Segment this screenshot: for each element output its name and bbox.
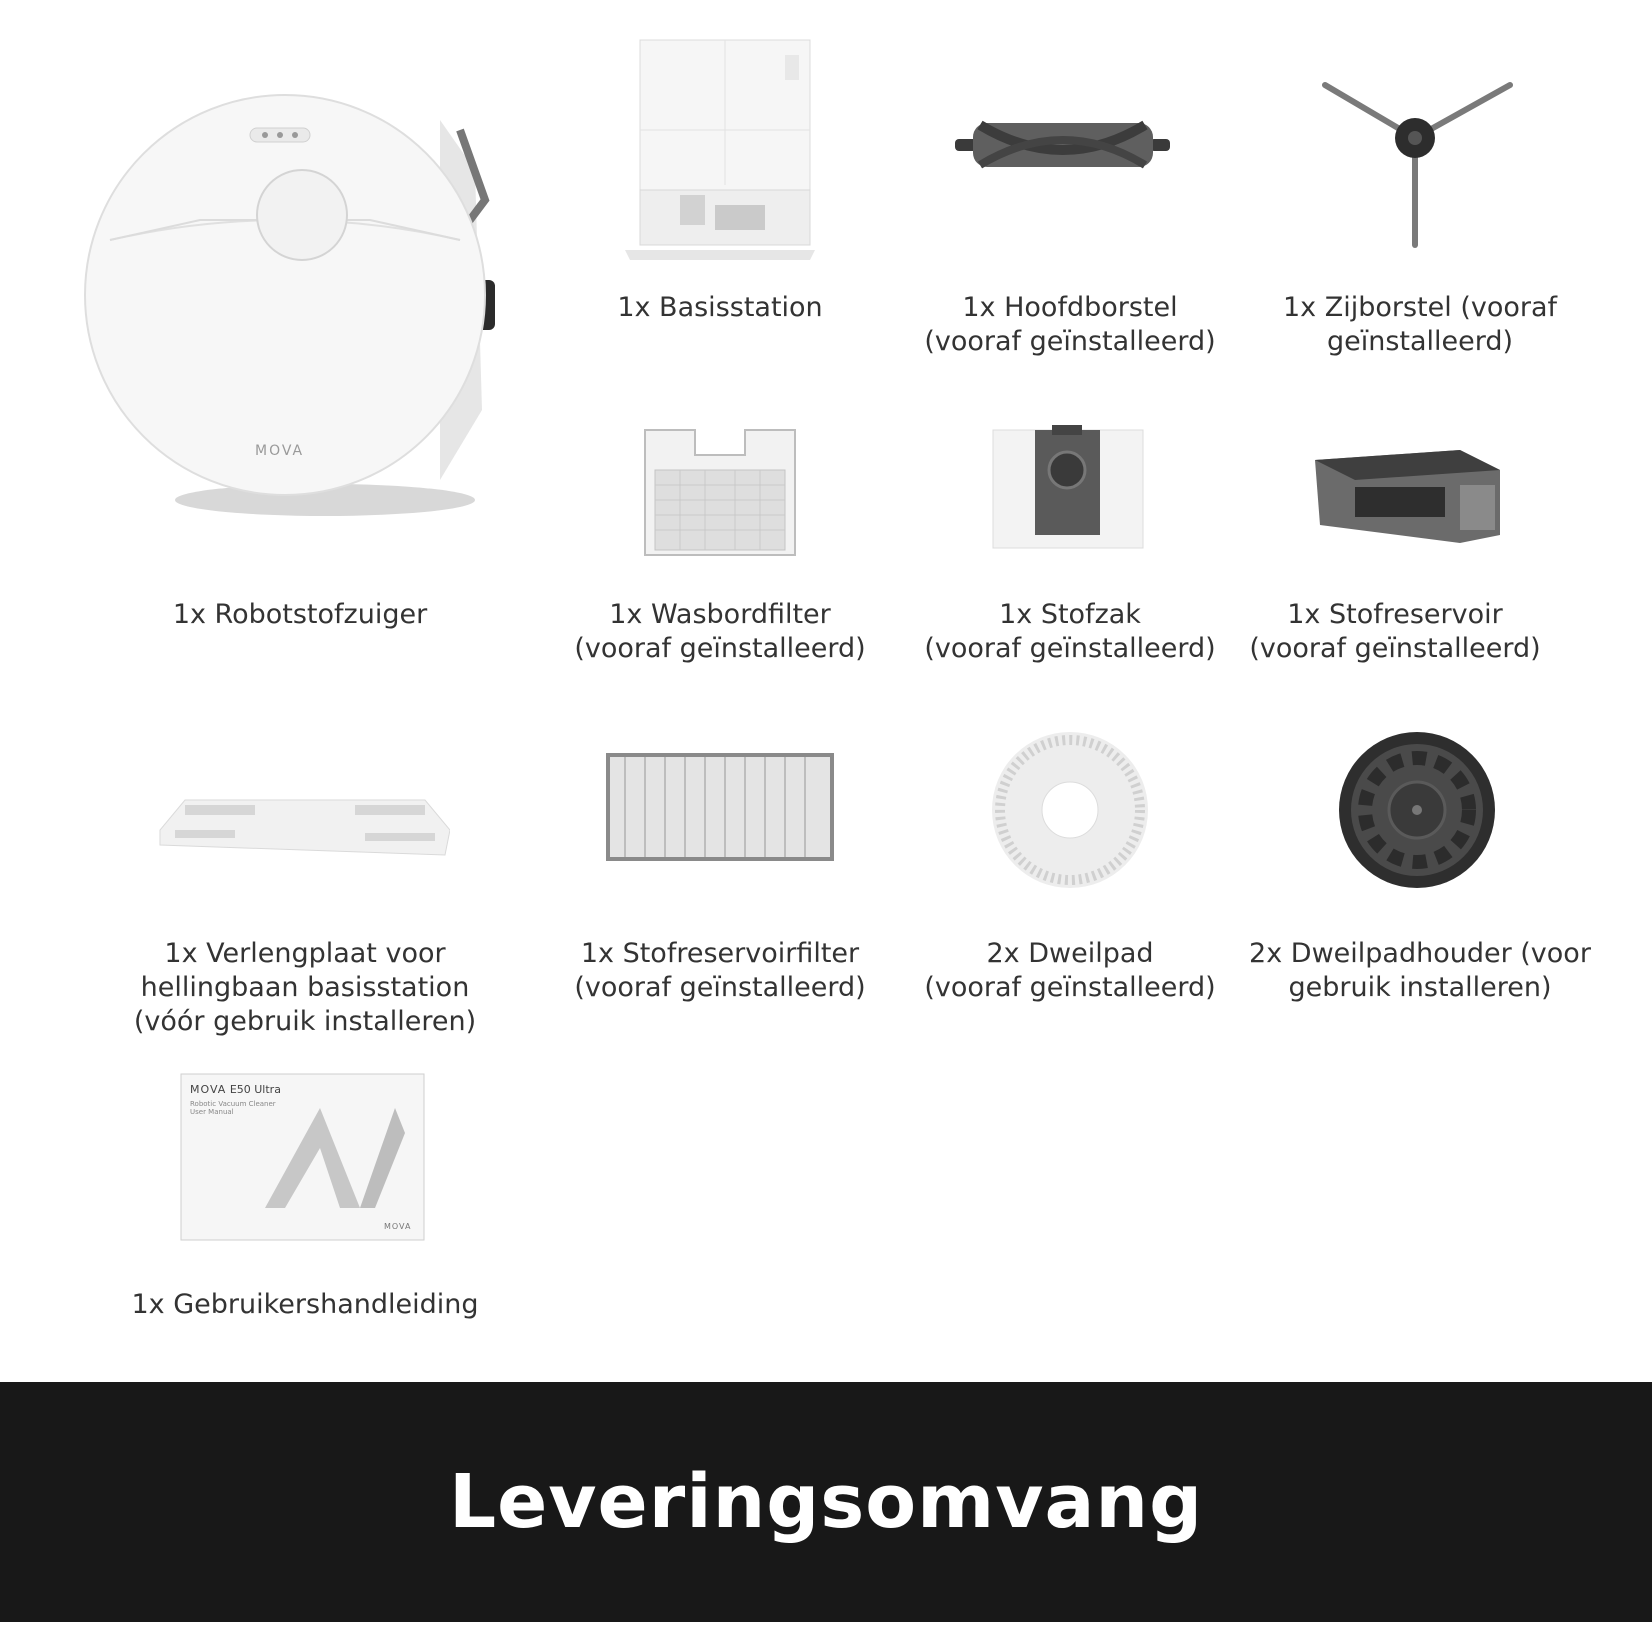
svg-text:MOVA: MOVA xyxy=(255,443,305,459)
label-manual: 1x Gebruikershandleiding xyxy=(131,1289,479,1320)
main-brush-image xyxy=(955,115,1170,175)
manual-brand: MOVA xyxy=(190,1083,227,1096)
label-robot: 1x Robotstofzuiger xyxy=(172,599,428,630)
dust-bin-filter-image xyxy=(605,752,835,862)
manual-footer-brand: MOVA xyxy=(384,1222,412,1231)
label-washboard: 1x Wasbordfilter (vooraf geïnstalleerd) xyxy=(574,599,866,664)
page-title: Leveringsomvang xyxy=(448,1459,1204,1545)
manual-line1: Robotic Vacuum Cleaner xyxy=(190,1100,276,1108)
label-ramp: 1x Verlengplaat voor hellingbaan basisstation (vóór gebruik installeren) xyxy=(133,938,477,1037)
side-brush-image xyxy=(1320,80,1515,250)
manual-text xyxy=(190,1083,390,1116)
base-station-image xyxy=(620,35,820,260)
ramp-extension-plate-image xyxy=(155,795,450,865)
dust-bag-image xyxy=(990,425,1145,553)
label-mainbrush: 1x Hoofdborstel (vooraf geïnstalleerd) xyxy=(924,292,1216,357)
label-dustbin: 1x Stofreservoir (vooraf geïnstalleerd) xyxy=(1249,599,1541,664)
label-binfilter: 1x Stofreservoirfilter (vooraf geïnstalleerd) xyxy=(574,938,866,1003)
manual-line2: User Manual xyxy=(190,1108,234,1116)
label-mop: 2x Dweilpad (vooraf geïnstalleerd) xyxy=(924,938,1216,1003)
washboard-filter-image xyxy=(640,425,800,565)
label-mopholder: 2x Dweilpadhouder (voor gebruik installeren) xyxy=(1249,938,1591,1003)
dust-bin-image xyxy=(1310,445,1505,545)
label-base: 1x Basisstation xyxy=(617,292,823,323)
label-dustbag: 1x Stofzak (vooraf geïnstalleerd) xyxy=(924,599,1216,664)
manual-product: E50 Ultra xyxy=(229,1083,281,1096)
label-sidebrush: 1x Zijborstel (vooraf geïnstalleerd) xyxy=(1282,292,1558,357)
mop-pad-image xyxy=(990,730,1150,890)
footer-banner xyxy=(0,1382,1652,1622)
robot-vacuum-image xyxy=(80,80,500,520)
mop-pad-holder-image xyxy=(1337,730,1497,890)
